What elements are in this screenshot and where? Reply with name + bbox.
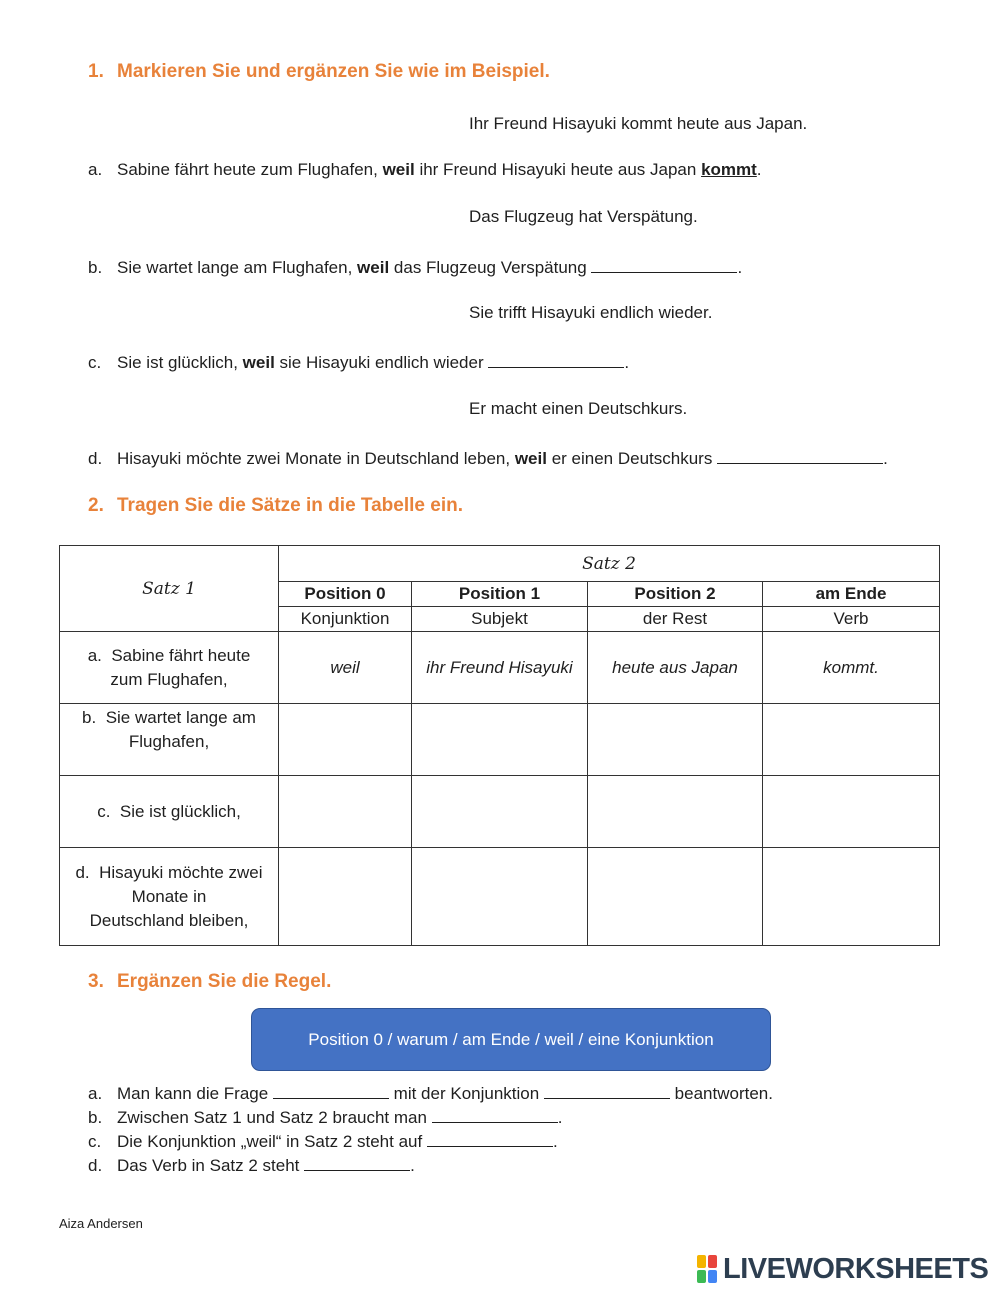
rule-blank-a1[interactable] bbox=[273, 1082, 389, 1099]
column-role-subjekt: Subjekt bbox=[412, 607, 588, 632]
sentence-table bbox=[59, 545, 940, 946]
column-role-verb: Verb bbox=[763, 607, 940, 632]
source-sentence-d: Er macht einen Deutschkurs. bbox=[469, 399, 688, 418]
word-bank-text: Position 0 / warum / am Ende / weil / eine Konjunktion bbox=[308, 1029, 714, 1049]
conjunction: weil bbox=[357, 258, 390, 277]
source-sentence-c: Sie trifft Hisayuki endlich wieder. bbox=[469, 303, 713, 322]
row-label-c: c. Sie ist glücklich, bbox=[60, 776, 279, 848]
exercise3-item-b: b. Zwischen Satz 1 und Satz 2 braucht man . bbox=[88, 1108, 563, 1127]
column-role-rest: der Rest bbox=[588, 607, 763, 632]
table-input-cell[interactable] bbox=[279, 776, 412, 848]
satz2-header: Satz 2 bbox=[279, 546, 940, 582]
exercise1-item-c: c. Sie ist glücklich, weil sie Hisayuki endlich wieder . bbox=[88, 353, 630, 372]
answer-blank-c[interactable] bbox=[488, 351, 624, 368]
table-input-cell[interactable] bbox=[279, 704, 412, 776]
column-header-am-ende: am Ende bbox=[763, 582, 940, 607]
exercise3-title: Ergänzen Sie die Regel. bbox=[117, 971, 332, 992]
logo-text: LIVEWORKSHEETS bbox=[723, 1253, 989, 1285]
row-label-b: b. Sie wartet lange am Flughafen, bbox=[60, 704, 279, 776]
table-cell: weil bbox=[279, 632, 412, 704]
exercise1-title: Markieren Sie und ergänzen Sie wie im Beispiel. bbox=[117, 61, 550, 82]
logo-block bbox=[697, 1270, 706, 1283]
table-row bbox=[60, 776, 940, 848]
column-header-position2: Position 2 bbox=[588, 582, 763, 607]
exercise2-number: 2. bbox=[88, 495, 104, 516]
exercise3-item-a: a. Man kann die Frage mit der Konjunktion beantworten. bbox=[88, 1084, 773, 1103]
conjunction: weil bbox=[242, 353, 275, 372]
source-sentence-b: Das Flugzeug hat Verspätung. bbox=[469, 207, 698, 226]
source-sentence-a: Ihr Freund Hisayuki kommt heute aus Japan. bbox=[469, 114, 808, 133]
logo-icon bbox=[697, 1255, 719, 1285]
table-input-cell[interactable] bbox=[763, 776, 940, 848]
exercise1-item-d: d. Hisayuki möchte zwei Monate in Deutschland leben, weil er einen Deutschkurs . bbox=[88, 449, 888, 468]
table-input-cell[interactable] bbox=[763, 704, 940, 776]
column-header-position0: Position 0 bbox=[279, 582, 412, 607]
liveworksheets-logo bbox=[697, 1253, 988, 1286]
word-bank bbox=[251, 1008, 771, 1071]
table-row bbox=[60, 704, 940, 776]
table-input-cell[interactable] bbox=[412, 704, 588, 776]
logo-block bbox=[708, 1255, 717, 1268]
exercise2-heading bbox=[88, 495, 463, 517]
table-input-cell[interactable] bbox=[279, 848, 412, 946]
conjunction: weil bbox=[382, 160, 415, 179]
rule-blank-a2[interactable] bbox=[544, 1082, 670, 1099]
example-answer: kommt bbox=[701, 160, 757, 179]
answer-blank-d[interactable] bbox=[717, 447, 883, 464]
logo-block bbox=[708, 1270, 717, 1283]
exercise1-item-b: b. Sie wartet lange am Flughafen, weil das Flugzeug Verspätung . bbox=[88, 258, 743, 277]
table-input-cell[interactable] bbox=[588, 848, 763, 946]
rule-blank-c[interactable] bbox=[427, 1130, 553, 1147]
table-row bbox=[60, 632, 940, 704]
table-row bbox=[60, 848, 940, 946]
row-label-a: a. Sabine fährt heute zum Flughafen, bbox=[60, 632, 279, 704]
column-header-position1: Position 1 bbox=[412, 582, 588, 607]
table-input-cell[interactable] bbox=[588, 704, 763, 776]
table-input-cell[interactable] bbox=[412, 776, 588, 848]
exercise3-number: 3. bbox=[88, 971, 104, 992]
column-role-konjunktion: Konjunktion bbox=[279, 607, 412, 632]
table-cell: ihr Freund Hisayuki bbox=[412, 632, 588, 704]
table-cell: kommt. bbox=[763, 632, 940, 704]
conjunction: weil bbox=[514, 449, 547, 468]
exercise2-title: Tragen Sie die Sätze in die Tabelle ein. bbox=[117, 495, 463, 516]
exercise1-heading bbox=[88, 61, 550, 83]
answer-blank-b[interactable] bbox=[591, 256, 737, 273]
author: Aiza Andersen bbox=[59, 1216, 143, 1231]
exercise3-heading bbox=[88, 971, 331, 993]
exercise1-number: 1. bbox=[88, 61, 104, 82]
table-input-cell[interactable] bbox=[588, 776, 763, 848]
exercise3-item-c: c. Die Konjunktion „weil“ in Satz 2 steht auf . bbox=[88, 1132, 558, 1151]
table-cell: heute aus Japan bbox=[588, 632, 763, 704]
rule-blank-d[interactable] bbox=[304, 1154, 410, 1171]
exercise3-item-d: d. Das Verb in Satz 2 steht . bbox=[88, 1156, 415, 1175]
table-input-cell[interactable] bbox=[412, 848, 588, 946]
table-input-cell[interactable] bbox=[763, 848, 940, 946]
exercise1-item-a: a. Sabine fährt heute zum Flughafen, weil ihr Freund Hisayuki heute aus Japan kommt. bbox=[88, 160, 762, 179]
satz1-header: Satz 1 bbox=[60, 546, 279, 632]
row-label-d: d. Hisayuki möchte zwei Monate in Deutschland bleiben, bbox=[60, 848, 279, 946]
logo-block bbox=[697, 1255, 706, 1268]
rule-blank-b[interactable] bbox=[432, 1106, 558, 1123]
